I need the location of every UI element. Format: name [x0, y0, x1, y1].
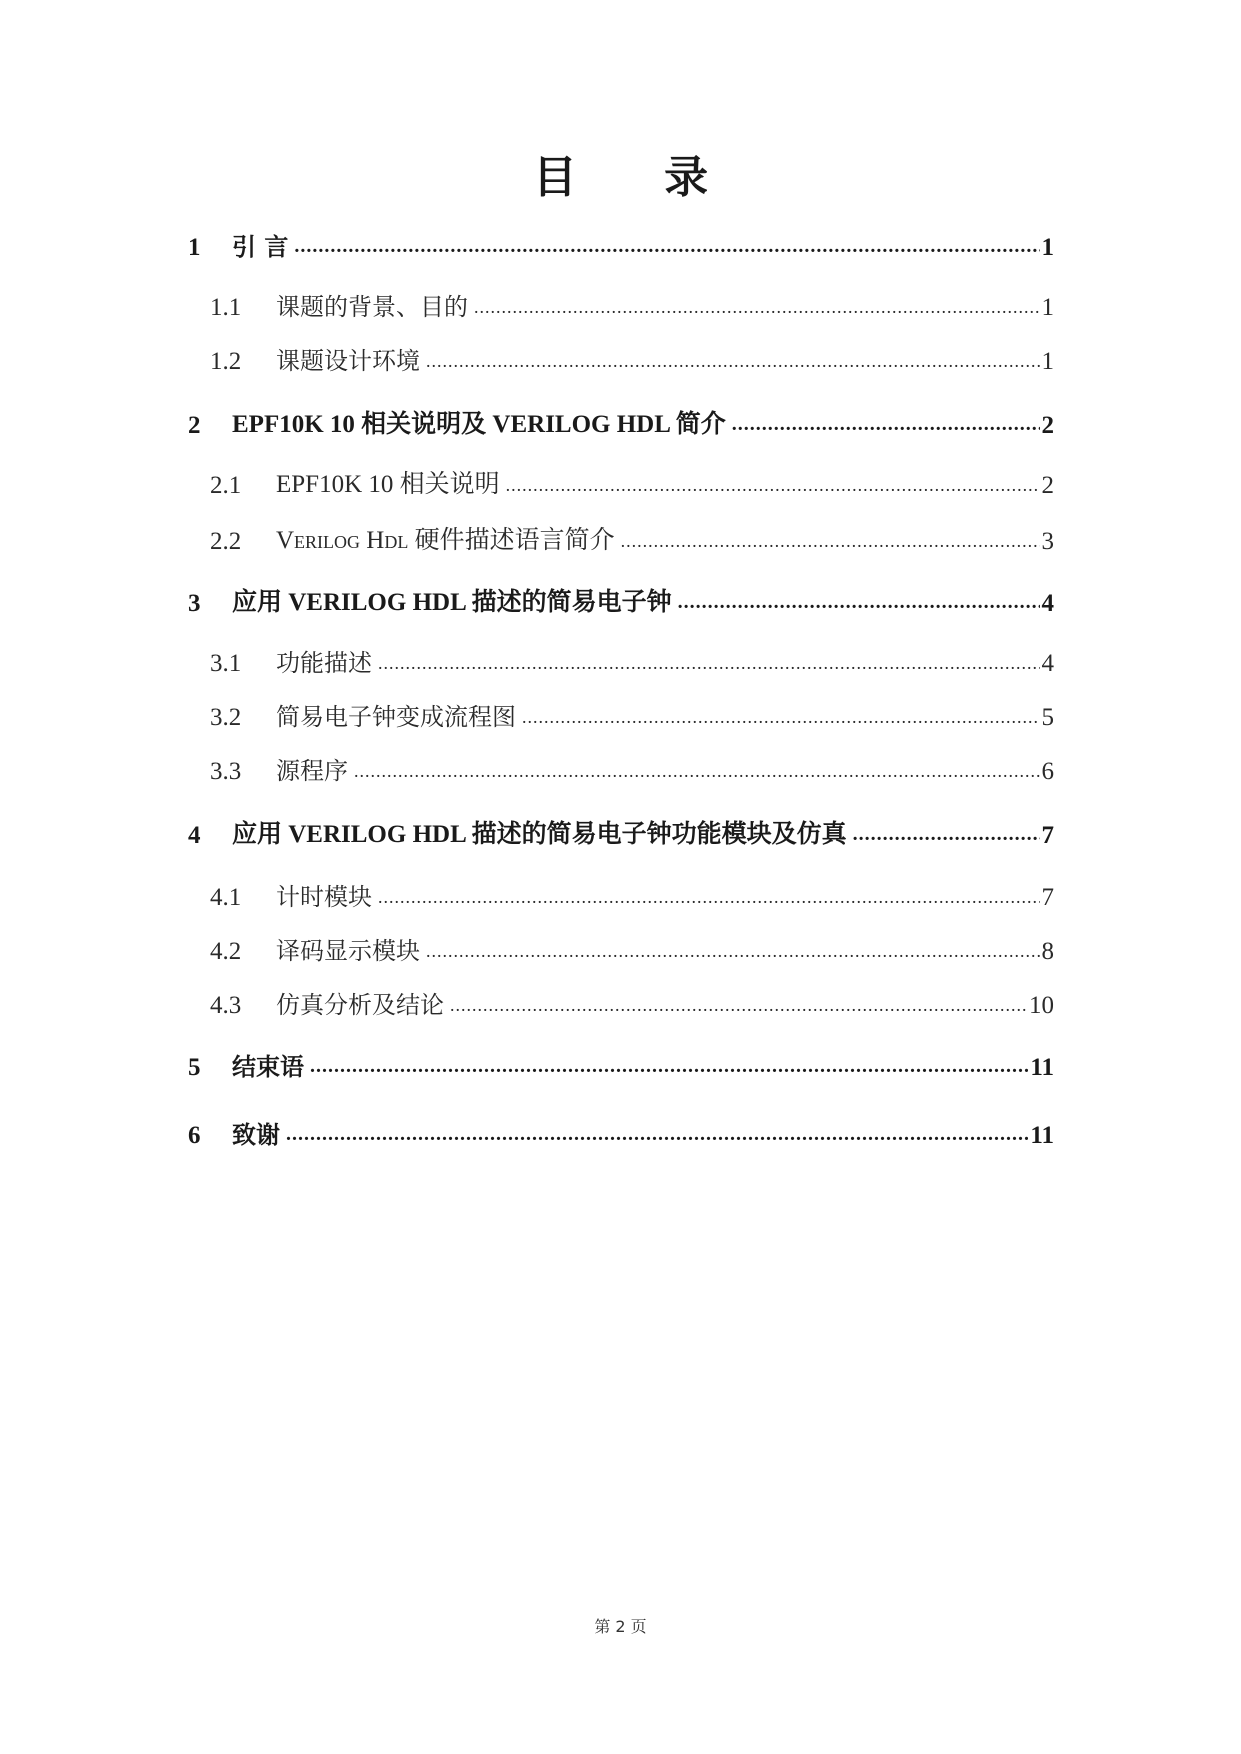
toc-number: 2.2 [210, 528, 242, 555]
toc-entry[interactable] [188, 404, 1054, 440]
toc-text: Verilog Hdl 硬件描述语言简介 [276, 527, 615, 554]
toc-entry[interactable] [188, 642, 1054, 678]
toc-entry[interactable] [188, 1046, 1054, 1082]
toc-leader [450, 984, 1027, 1020]
toc-page: 4 [1041, 590, 1054, 617]
toc-leader [678, 582, 1040, 618]
toc-page: 8 [1041, 938, 1054, 965]
toc-page: 7 [1041, 822, 1054, 849]
toc-page: 4 [1041, 650, 1054, 677]
toc-page: 2 [1041, 412, 1054, 439]
toc-leader [354, 750, 1040, 786]
toc-number: 5 [188, 1054, 201, 1081]
toc-number: 1.1 [210, 294, 242, 321]
toc-text: 致谢 [232, 1121, 280, 1149]
toc-number: 3.3 [210, 758, 242, 785]
toc-page: 6 [1041, 758, 1054, 785]
toc-page: 1 [1041, 348, 1054, 375]
toc-page: 11 [1030, 1122, 1054, 1149]
toc-text: 应用 VERILOG HDL 描述的简易电子钟功能模块及仿真 [232, 821, 847, 848]
toc-page: 1 [1041, 234, 1054, 261]
toc-text: 应用 VERILOG HDL 描述的简易电子钟 [232, 589, 672, 616]
toc-number: 3.1 [210, 650, 242, 677]
toc-entry[interactable] [188, 464, 1054, 500]
toc-text: 功能描述 [276, 649, 372, 677]
toc-leader [378, 876, 1040, 912]
toc-leader [522, 696, 1040, 732]
toc-number: 6 [188, 1122, 201, 1149]
toc-entry[interactable] [188, 226, 1054, 262]
toc-entry[interactable] [188, 286, 1054, 322]
toc-text: 译码显示模块 [276, 937, 420, 965]
toc-number: 3.2 [210, 704, 242, 731]
toc-page: 1 [1041, 294, 1054, 321]
toc-entry[interactable] [188, 696, 1054, 732]
toc-entry[interactable] [188, 930, 1054, 966]
toc-text: 计时模块 [276, 883, 372, 911]
toc-page: 10 [1029, 992, 1054, 1019]
toc-entry[interactable] [188, 750, 1054, 786]
toc-leader [294, 226, 1039, 262]
toc-entry[interactable] [188, 1114, 1054, 1150]
toc-entry[interactable] [188, 814, 1054, 850]
page-number: 第 2 页 [594, 1617, 647, 1636]
toc-number: 2 [188, 412, 201, 439]
toc-number: 4.1 [210, 884, 242, 911]
toc-page: 7 [1041, 884, 1054, 911]
toc-leader [853, 814, 1040, 850]
toc-page: 11 [1030, 1054, 1054, 1081]
toc-number: 2.1 [210, 472, 242, 499]
toc-number: 4.2 [210, 938, 242, 965]
toc-entry[interactable] [188, 340, 1054, 376]
toc-leader [732, 404, 1040, 440]
toc-text: 简易电子钟变成流程图 [276, 703, 516, 731]
toc-number: 4.3 [210, 992, 242, 1019]
toc-entry[interactable] [188, 520, 1054, 556]
toc-page: 3 [1041, 528, 1054, 555]
page-title: 目 录 [532, 152, 745, 203]
toc-number: 1.2 [210, 348, 242, 375]
page-footer [0, 1614, 1241, 1637]
toc-leader [506, 464, 1040, 500]
toc-number: 4 [188, 822, 201, 849]
toc-leader [286, 1114, 1028, 1150]
toc-leader [426, 340, 1040, 376]
toc-text: 课题设计环境 [276, 347, 420, 375]
toc-leader [621, 520, 1040, 556]
toc-text: 结束语 [232, 1053, 304, 1081]
toc-leader [474, 286, 1040, 322]
toc-entry[interactable] [188, 582, 1054, 618]
toc-text: 源程序 [276, 757, 348, 785]
toc-leader [310, 1046, 1028, 1082]
toc-number: 1 [188, 234, 201, 261]
toc-text: EPF10K 10 相关说明及 VERILOG HDL 简介 [232, 411, 726, 438]
toc-entry[interactable] [188, 876, 1054, 912]
toc-page: 5 [1041, 704, 1054, 731]
toc-leader [426, 930, 1040, 966]
toc-text: 引 言 [232, 233, 289, 261]
toc-text: EPF10K 10 相关说明 [276, 471, 500, 498]
toc-entry[interactable] [188, 984, 1054, 1020]
toc-text: 仿真分析及结论 [276, 991, 444, 1019]
toc-text: 课题的背景、目的 [276, 293, 468, 321]
toc-leader [378, 642, 1040, 678]
toc-number: 3 [188, 590, 201, 617]
toc-page: 2 [1041, 472, 1054, 499]
